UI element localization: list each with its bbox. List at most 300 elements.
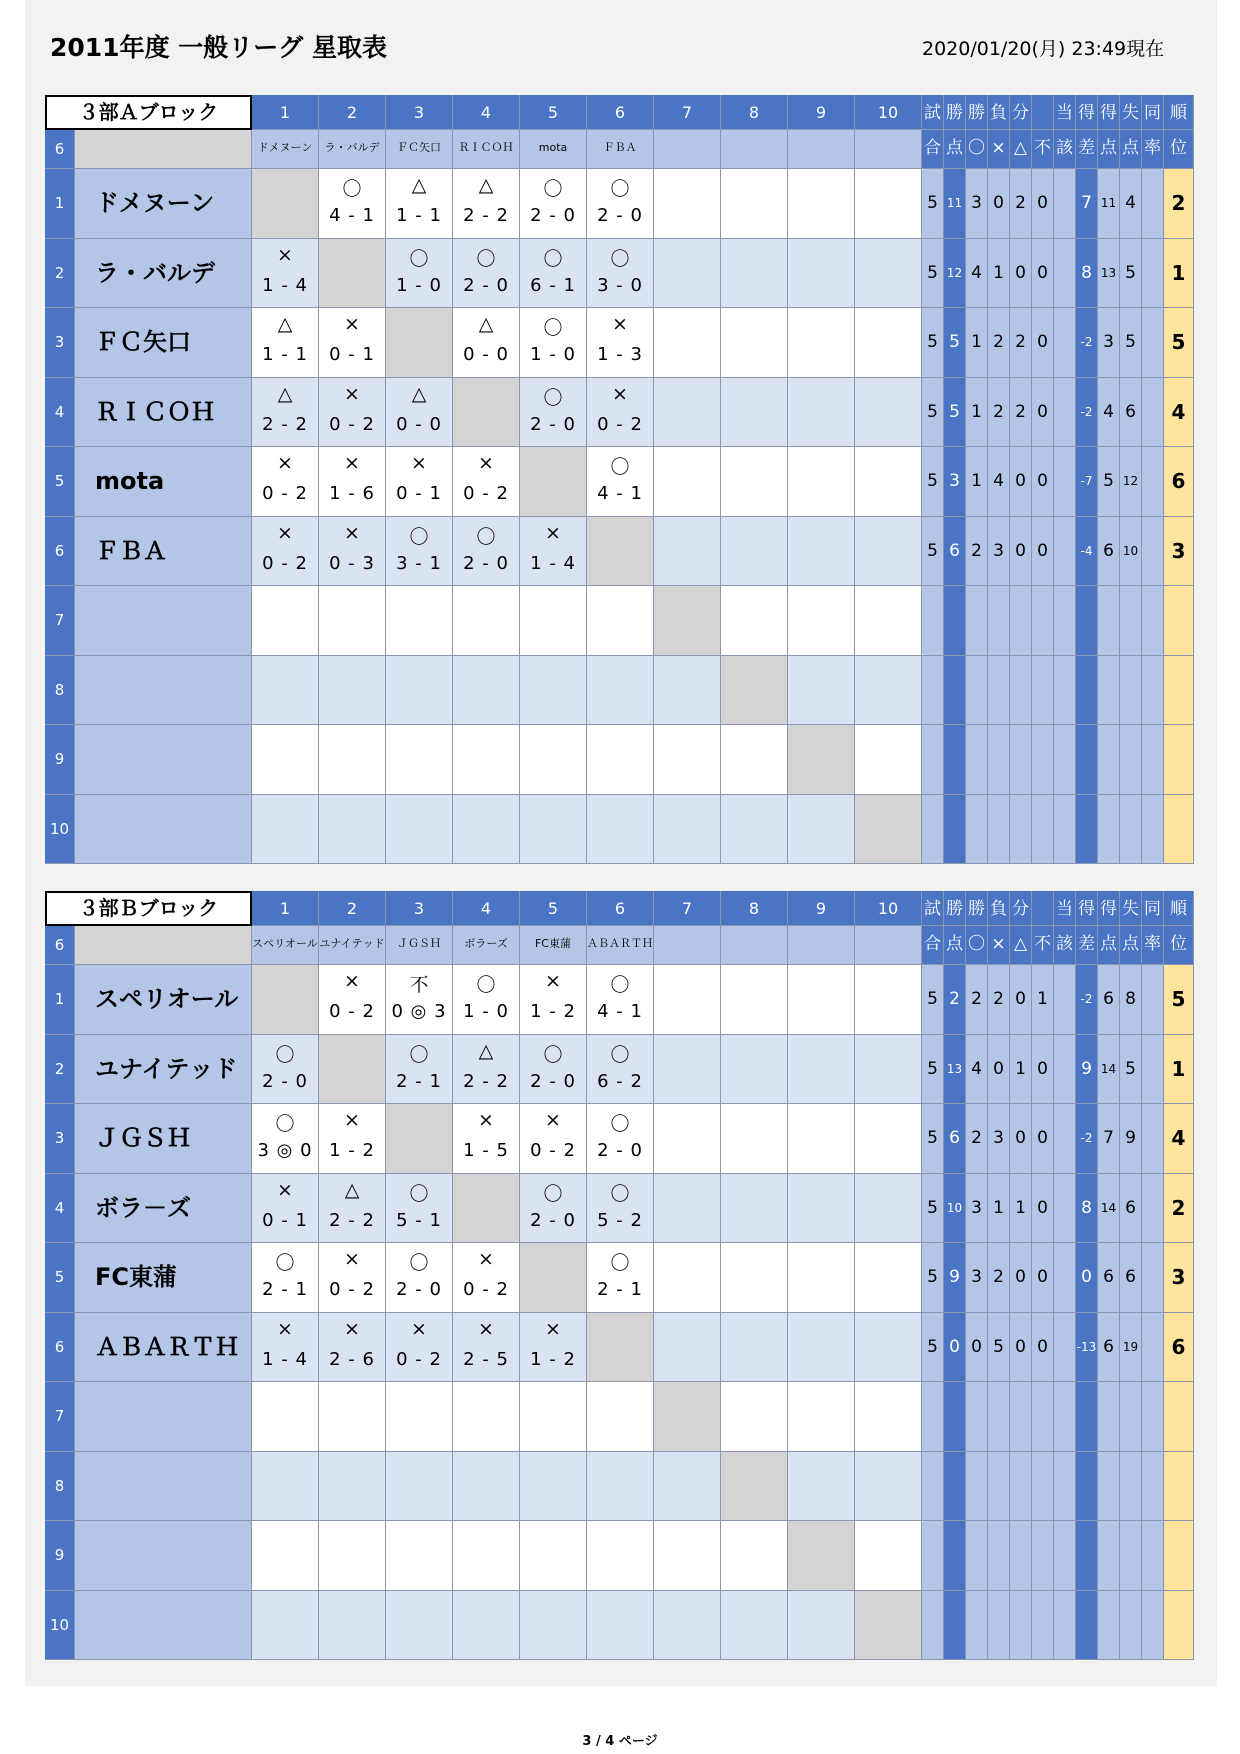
column-number: 4 bbox=[453, 95, 520, 130]
stat-value bbox=[922, 1521, 944, 1591]
match-result-cell bbox=[453, 447, 520, 517]
stat-value bbox=[988, 656, 1010, 726]
match-result-cell bbox=[721, 308, 788, 378]
stat-value bbox=[1054, 169, 1076, 239]
row-number: 8 bbox=[45, 1452, 75, 1522]
stat-value: 5 bbox=[922, 169, 944, 239]
rank-value: 5 bbox=[1164, 308, 1194, 378]
result-mark: × bbox=[545, 521, 561, 544]
match-score: 2 - 1 bbox=[597, 1279, 643, 1300]
match-result-cell bbox=[587, 1521, 654, 1591]
stat-value: 5 bbox=[922, 239, 944, 309]
column-number: 7 bbox=[654, 95, 721, 130]
result-mark: 〇 bbox=[275, 1252, 295, 1274]
team-name bbox=[75, 725, 252, 795]
update-timestamp: 2020/01/20(月) 23:49現在 bbox=[922, 38, 1165, 60]
match-result-cell bbox=[453, 1591, 520, 1661]
stat-value: 4 bbox=[1098, 378, 1120, 448]
stat-value bbox=[1142, 965, 1164, 1035]
match-result-cell bbox=[252, 1521, 319, 1591]
stat-value: -7 bbox=[1076, 447, 1098, 517]
column-number: 3 bbox=[386, 95, 453, 130]
match-result-cell bbox=[453, 586, 520, 656]
match-score: 0 - 2 bbox=[329, 1279, 375, 1300]
match-result-cell bbox=[587, 656, 654, 726]
stat-value: 8 bbox=[1076, 1174, 1098, 1244]
row-number: 4 bbox=[45, 1174, 75, 1244]
stat-value: 13 bbox=[944, 1035, 966, 1105]
stat-value: -4 bbox=[1076, 517, 1098, 587]
result-mark: × bbox=[545, 1317, 561, 1340]
stat-value bbox=[1054, 725, 1076, 795]
stat-header-bottom: 率 bbox=[1142, 926, 1164, 965]
column-number: 8 bbox=[721, 95, 788, 130]
rank-value: 2 bbox=[1164, 169, 1194, 239]
stat-header-top: 試 bbox=[922, 891, 944, 926]
stat-value: 1 bbox=[1032, 965, 1054, 1035]
stat-value bbox=[1098, 795, 1120, 865]
match-result-cell bbox=[453, 239, 520, 309]
row-number: 4 bbox=[45, 378, 75, 448]
match-result-cell bbox=[788, 1591, 855, 1661]
stat-value bbox=[1098, 1452, 1120, 1522]
stat-value bbox=[966, 725, 988, 795]
stat-value bbox=[1142, 656, 1164, 726]
stat-value bbox=[944, 586, 966, 656]
match-result-cell bbox=[788, 965, 855, 1035]
stat-value bbox=[1054, 308, 1076, 378]
match-result-cell bbox=[520, 586, 587, 656]
stat-value bbox=[1142, 1243, 1164, 1313]
row-number: 6 bbox=[45, 517, 75, 587]
match-result-cell bbox=[855, 1035, 922, 1105]
match-result-cell bbox=[587, 447, 654, 517]
match-score: 3 - 0 bbox=[597, 274, 643, 296]
team-name: ＦＢＡ bbox=[75, 517, 252, 587]
match-result-cell bbox=[386, 517, 453, 587]
result-mark: 〇 bbox=[543, 247, 563, 270]
result-mark: 〇 bbox=[275, 1113, 295, 1135]
match-result-cell bbox=[252, 656, 319, 726]
column-team-name bbox=[654, 130, 721, 169]
stat-value: 6 bbox=[944, 1104, 966, 1174]
stat-value bbox=[1010, 656, 1032, 726]
column-number: 2 bbox=[319, 95, 386, 130]
match-result-cell bbox=[252, 795, 319, 865]
match-result-cell bbox=[520, 1174, 587, 1244]
match-result-cell bbox=[855, 1104, 922, 1174]
row-number: 5 bbox=[45, 1243, 75, 1313]
match-result-cell bbox=[855, 378, 922, 448]
stat-header-top: 同 bbox=[1142, 891, 1164, 926]
self-match-cell bbox=[855, 1591, 922, 1661]
stat-header-top: 得 bbox=[1098, 95, 1120, 130]
match-result-cell bbox=[654, 308, 721, 378]
rank-value: 4 bbox=[1164, 378, 1194, 448]
stat-header-bottom: 該 bbox=[1054, 926, 1076, 965]
match-score: 6 - 2 bbox=[597, 1070, 643, 1092]
match-result-cell bbox=[319, 1452, 386, 1522]
stat-value bbox=[1142, 1382, 1164, 1452]
stat-value: 3 bbox=[988, 517, 1010, 587]
stat-value: 0 bbox=[988, 169, 1010, 239]
stat-value bbox=[1054, 1104, 1076, 1174]
rank-value: 2 bbox=[1164, 1174, 1194, 1244]
stat-value: 5 bbox=[1120, 1035, 1142, 1105]
match-result-cell bbox=[520, 725, 587, 795]
result-mark: 〇 bbox=[543, 1043, 563, 1066]
match-result-cell bbox=[587, 1591, 654, 1661]
match-result-cell bbox=[319, 517, 386, 587]
team-name: ＦＣ矢口 bbox=[75, 308, 252, 378]
team-name: スペリオール bbox=[75, 965, 252, 1035]
match-result-cell bbox=[319, 586, 386, 656]
match-score: 2 - 0 bbox=[530, 205, 576, 226]
stat-value bbox=[1142, 169, 1164, 239]
stat-value: 5 bbox=[922, 1174, 944, 1244]
stat-value: 7 bbox=[1076, 169, 1098, 239]
rank-value bbox=[1164, 795, 1194, 865]
stat-value bbox=[922, 1452, 944, 1522]
self-match-cell bbox=[319, 239, 386, 309]
stat-value: 11 bbox=[1098, 169, 1120, 239]
match-score: 2 - 2 bbox=[463, 205, 509, 226]
stat-header-top: 負 bbox=[988, 95, 1010, 130]
stat-header-top: 負 bbox=[988, 891, 1010, 926]
match-score: 0 - 2 bbox=[463, 1279, 509, 1300]
match-score: 1 - 0 bbox=[463, 1001, 509, 1022]
stat-value: 0 bbox=[1032, 517, 1054, 587]
column-number: 1 bbox=[252, 891, 319, 926]
match-result-cell bbox=[587, 1035, 654, 1105]
stat-value: 6 bbox=[1098, 1243, 1120, 1313]
stat-header-top: 当 bbox=[1054, 891, 1076, 926]
stat-value: 4 bbox=[966, 239, 988, 309]
result-mark: 〇 bbox=[476, 247, 496, 270]
stat-value bbox=[1054, 1174, 1076, 1244]
match-result-cell bbox=[453, 795, 520, 865]
match-score: 5 - 2 bbox=[597, 1209, 643, 1231]
stat-value bbox=[1054, 1313, 1076, 1383]
result-mark: △ bbox=[478, 1039, 494, 1062]
stat-value bbox=[1142, 239, 1164, 309]
stat-value bbox=[1032, 656, 1054, 726]
result-mark: 不 bbox=[409, 974, 429, 996]
match-result-cell bbox=[788, 308, 855, 378]
stat-value: 2 bbox=[944, 965, 966, 1035]
match-result-cell bbox=[319, 1521, 386, 1591]
stat-value: 3 bbox=[966, 1243, 988, 1313]
stat-value bbox=[966, 1452, 988, 1522]
column-number: 1 bbox=[252, 95, 319, 130]
match-result-cell bbox=[453, 1452, 520, 1522]
stat-value bbox=[1054, 965, 1076, 1035]
rank-value bbox=[1164, 725, 1194, 795]
stat-value bbox=[1142, 447, 1164, 517]
stat-value: 3 bbox=[966, 1174, 988, 1244]
stat-value bbox=[1054, 586, 1076, 656]
stat-value: 5 bbox=[944, 308, 966, 378]
match-result-cell bbox=[721, 1313, 788, 1383]
stat-value bbox=[922, 586, 944, 656]
stat-value bbox=[1076, 656, 1098, 726]
match-score: 2 - 2 bbox=[463, 1070, 509, 1092]
match-result-cell bbox=[252, 1452, 319, 1522]
stat-header-bottom: 不 bbox=[1032, 926, 1054, 965]
match-result-cell bbox=[252, 1174, 319, 1244]
stat-header-bottom: 差 bbox=[1076, 130, 1098, 169]
column-number: 10 bbox=[855, 95, 922, 130]
match-result-cell bbox=[319, 795, 386, 865]
stat-header-bottom: 〇 bbox=[966, 130, 988, 169]
stat-header-bottom: 点 bbox=[1098, 926, 1120, 965]
stat-header-bottom: 〇 bbox=[966, 926, 988, 965]
team-name: ユナイテッド bbox=[75, 1035, 252, 1105]
column-number: 5 bbox=[520, 891, 587, 926]
match-result-cell bbox=[386, 1313, 453, 1383]
match-score: 6 - 1 bbox=[530, 274, 576, 296]
result-mark: 〇 bbox=[476, 974, 496, 996]
rank-value bbox=[1164, 586, 1194, 656]
self-match-cell bbox=[453, 1174, 520, 1244]
self-match-cell bbox=[386, 1104, 453, 1174]
match-score: 3 ◎ 0 bbox=[257, 1140, 313, 1161]
stat-value: 6 bbox=[1120, 1243, 1142, 1313]
stat-value bbox=[944, 656, 966, 726]
stat-value: 9 bbox=[1076, 1035, 1098, 1105]
stat-value bbox=[1142, 1521, 1164, 1591]
result-mark: × bbox=[478, 452, 494, 474]
match-result-cell bbox=[654, 1174, 721, 1244]
stat-value: 4 bbox=[1120, 169, 1142, 239]
result-mark: 〇 bbox=[610, 974, 630, 996]
match-result-cell bbox=[855, 586, 922, 656]
stat-value bbox=[1032, 1452, 1054, 1522]
match-result-cell bbox=[788, 447, 855, 517]
self-match-cell bbox=[252, 965, 319, 1035]
stat-value: 5 bbox=[922, 378, 944, 448]
stat-value: 5 bbox=[1098, 447, 1120, 517]
match-score: 2 - 0 bbox=[463, 552, 509, 574]
match-result-cell bbox=[319, 1591, 386, 1661]
stat-value bbox=[1142, 1174, 1164, 1244]
stat-header-bottom: △ bbox=[1010, 926, 1032, 965]
match-result-cell bbox=[788, 656, 855, 726]
stat-value bbox=[1098, 725, 1120, 795]
row-number: 10 bbox=[45, 795, 75, 865]
match-result-cell bbox=[520, 239, 587, 309]
stat-value: 4 bbox=[988, 447, 1010, 517]
match-result-cell bbox=[654, 656, 721, 726]
result-mark: 〇 bbox=[275, 1043, 295, 1066]
stat-value bbox=[966, 586, 988, 656]
page-number: 3 / 4 ページ bbox=[582, 1734, 658, 1749]
match-score: 2 - 0 bbox=[597, 205, 643, 226]
stat-value: 1 bbox=[966, 378, 988, 448]
match-result-cell bbox=[386, 795, 453, 865]
match-result-cell bbox=[386, 1243, 453, 1313]
stat-value bbox=[1098, 1591, 1120, 1661]
stat-value: 0 bbox=[988, 1035, 1010, 1105]
stat-header-top bbox=[1032, 891, 1054, 926]
stat-value bbox=[1098, 586, 1120, 656]
column-team-name: ＦＢＡ bbox=[587, 130, 654, 169]
match-result-cell bbox=[788, 517, 855, 587]
stat-value bbox=[1032, 1591, 1054, 1661]
column-number: 6 bbox=[587, 95, 654, 130]
stat-value: -2 bbox=[1076, 308, 1098, 378]
match-result-cell bbox=[788, 1104, 855, 1174]
stat-value bbox=[1076, 1382, 1098, 1452]
stat-value bbox=[1142, 1313, 1164, 1383]
match-score: 2 - 0 bbox=[262, 1070, 308, 1092]
match-result-cell bbox=[252, 725, 319, 795]
stat-value bbox=[1142, 517, 1164, 587]
match-score: 2 - 0 bbox=[530, 1209, 576, 1231]
match-score: 0 - 0 bbox=[463, 344, 509, 365]
stat-header-top: 得 bbox=[1076, 891, 1098, 926]
stat-header-top: 順 bbox=[1164, 891, 1194, 926]
result-mark: × bbox=[411, 1317, 427, 1340]
result-mark: × bbox=[478, 1109, 494, 1131]
match-result-cell bbox=[319, 1104, 386, 1174]
result-mark: 〇 bbox=[409, 1043, 429, 1066]
match-result-cell bbox=[386, 169, 453, 239]
stat-header-bottom: 点 bbox=[944, 926, 966, 965]
match-result-cell bbox=[252, 308, 319, 378]
result-mark: 〇 bbox=[610, 1182, 630, 1205]
stat-value: 2 bbox=[988, 378, 1010, 448]
match-score: 0 - 2 bbox=[463, 483, 509, 504]
column-team-name bbox=[721, 130, 788, 169]
stat-value: -2 bbox=[1076, 378, 1098, 448]
team-name: ＡＢＡＲＴＨ bbox=[75, 1313, 252, 1383]
result-mark: 〇 bbox=[476, 525, 496, 548]
stat-value bbox=[1120, 586, 1142, 656]
self-match-cell bbox=[587, 517, 654, 587]
result-mark: × bbox=[612, 313, 628, 335]
rank-value: 1 bbox=[1164, 1035, 1194, 1105]
column-team-name: FC東蒲 bbox=[520, 926, 587, 965]
result-mark: 〇 bbox=[342, 178, 362, 200]
match-result-cell bbox=[654, 965, 721, 1035]
match-score: 0 - 2 bbox=[597, 413, 643, 435]
stat-value bbox=[1076, 725, 1098, 795]
stat-value bbox=[1142, 308, 1164, 378]
match-result-cell bbox=[252, 1035, 319, 1105]
stat-value bbox=[922, 795, 944, 865]
rank-value: 5 bbox=[1164, 965, 1194, 1035]
stat-value bbox=[944, 1591, 966, 1661]
match-result-cell bbox=[788, 586, 855, 656]
column-number: 9 bbox=[788, 891, 855, 926]
self-match-cell bbox=[319, 1035, 386, 1105]
match-result-cell bbox=[453, 725, 520, 795]
result-mark: 〇 bbox=[610, 1113, 630, 1135]
result-mark: × bbox=[344, 1317, 360, 1340]
column-team-name bbox=[855, 130, 922, 169]
stat-value bbox=[1010, 1452, 1032, 1522]
match-result-cell bbox=[587, 725, 654, 795]
match-result-cell bbox=[453, 1382, 520, 1452]
stat-value bbox=[1054, 1452, 1076, 1522]
result-mark: × bbox=[344, 1248, 360, 1270]
stat-value: 0 bbox=[1032, 169, 1054, 239]
stat-value: 3 bbox=[1098, 308, 1120, 378]
column-team-name: ＡＢＡＲＴＨ bbox=[587, 926, 654, 965]
match-result-cell bbox=[252, 1104, 319, 1174]
match-score: 1 - 0 bbox=[530, 344, 576, 365]
match-result-cell bbox=[654, 1591, 721, 1661]
stat-header-top: 勝 bbox=[944, 891, 966, 926]
match-score: 1 - 0 bbox=[396, 274, 442, 296]
result-mark: × bbox=[344, 521, 360, 544]
match-result-cell bbox=[855, 965, 922, 1035]
stat-value bbox=[1054, 517, 1076, 587]
stat-value: -13 bbox=[1076, 1313, 1098, 1383]
match-result-cell bbox=[654, 1104, 721, 1174]
stat-value bbox=[922, 1591, 944, 1661]
stat-value: 14 bbox=[1098, 1035, 1120, 1105]
column-number: 5 bbox=[520, 95, 587, 130]
stat-value bbox=[1120, 725, 1142, 795]
column-number: 3 bbox=[386, 891, 453, 926]
match-result-cell bbox=[587, 239, 654, 309]
stat-header-bottom: 合 bbox=[922, 926, 944, 965]
match-result-cell bbox=[520, 656, 587, 726]
stat-header-bottom: × bbox=[988, 926, 1010, 965]
stat-value: 0 bbox=[1010, 239, 1032, 309]
self-match-cell bbox=[520, 1243, 587, 1313]
stat-value bbox=[1120, 1591, 1142, 1661]
stat-value bbox=[966, 1382, 988, 1452]
match-result-cell bbox=[587, 378, 654, 448]
match-result-cell bbox=[721, 1382, 788, 1452]
self-match-cell bbox=[654, 1382, 721, 1452]
stat-value bbox=[1054, 1035, 1076, 1105]
stat-value: 5 bbox=[922, 447, 944, 517]
match-score: 1 - 6 bbox=[329, 483, 375, 504]
stat-value bbox=[1098, 1521, 1120, 1591]
column-team-name: ユナイテッド bbox=[319, 926, 386, 965]
column-number: 7 bbox=[654, 891, 721, 926]
match-score: 0 - 1 bbox=[396, 483, 442, 504]
column-number: 9 bbox=[788, 95, 855, 130]
result-mark: × bbox=[478, 1317, 494, 1340]
column-team-name bbox=[855, 926, 922, 965]
result-mark: 〇 bbox=[610, 1043, 630, 1066]
stat-value bbox=[1010, 795, 1032, 865]
match-result-cell bbox=[319, 1243, 386, 1313]
match-result-cell bbox=[654, 1243, 721, 1313]
self-match-cell bbox=[788, 1521, 855, 1591]
match-result-cell bbox=[721, 1521, 788, 1591]
stat-header-bottom: 不 bbox=[1032, 130, 1054, 169]
match-result-cell bbox=[855, 308, 922, 378]
match-result-cell bbox=[855, 517, 922, 587]
result-mark: × bbox=[612, 382, 628, 405]
column-team-name bbox=[654, 926, 721, 965]
match-score: 1 - 5 bbox=[463, 1140, 509, 1161]
match-result-cell bbox=[252, 239, 319, 309]
stat-value: -2 bbox=[1076, 965, 1098, 1035]
match-result-cell bbox=[587, 169, 654, 239]
rank-value: 1 bbox=[1164, 239, 1194, 309]
result-mark: △ bbox=[277, 382, 293, 405]
match-result-cell bbox=[520, 169, 587, 239]
result-mark: × bbox=[277, 243, 293, 266]
match-result-cell bbox=[520, 1591, 587, 1661]
